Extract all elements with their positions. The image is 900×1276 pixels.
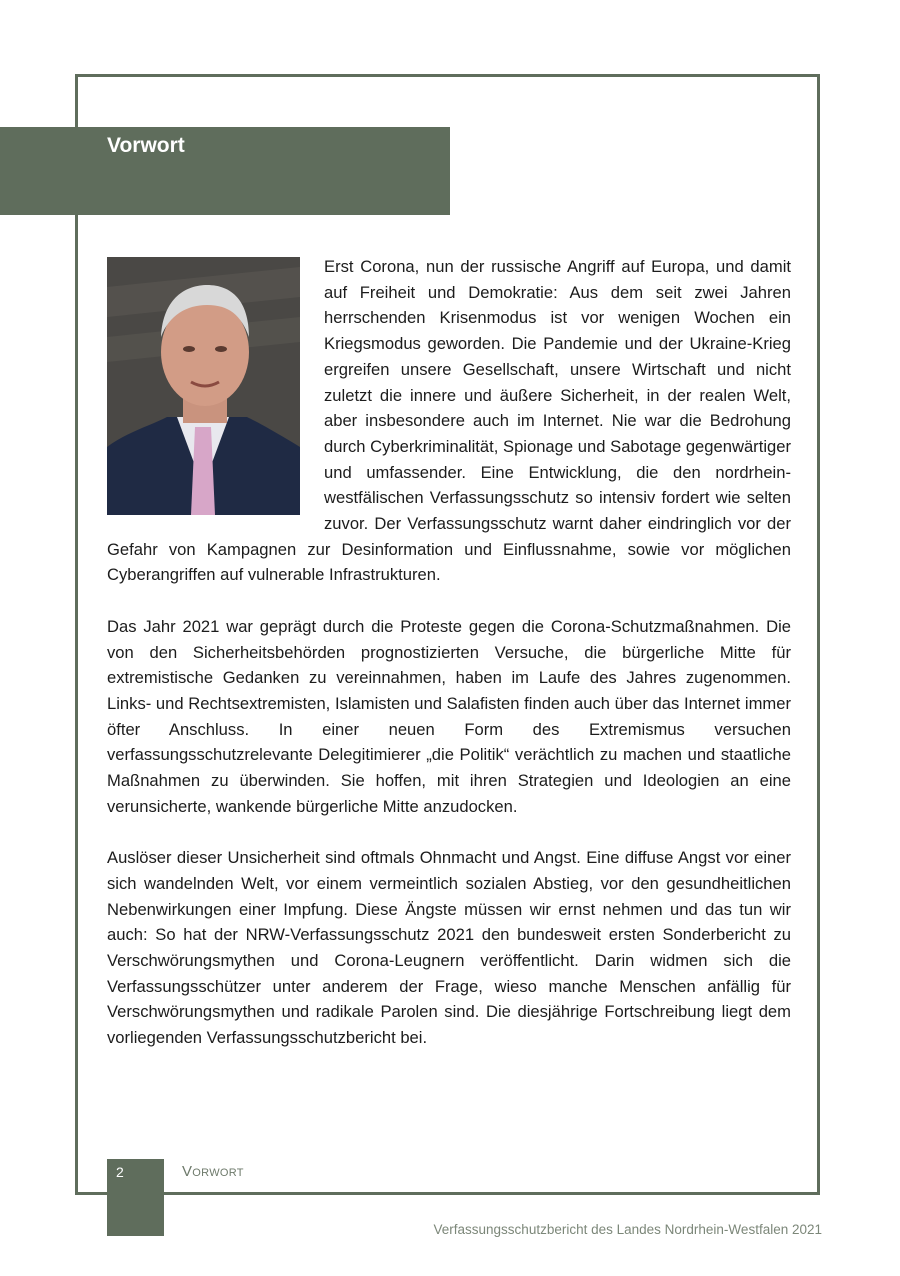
- footer-section-label: Vorwort: [182, 1163, 244, 1180]
- portrait-illustration: [107, 257, 300, 515]
- page-title: Vorwort: [107, 134, 185, 157]
- title-band: [0, 127, 450, 215]
- portrait-photo: [107, 257, 300, 515]
- paragraph-3: Auslöser dieser Unsicherheit sind oftmals Ohnmacht und Angst. Eine diffuse Angst vor einer sich wandelnden Welt, vor einem vermeintlich sozialen Abstieg, vor den gesundheitlichen Nebenwirkungen einer Impfung. Diese Ängste müssen wir ernst nehmen und das tun wir auch: So hat der NRW-Verfassungsschutz 2021 den bundesweit ersten Sonderbericht zu Verschwörungsmythen und Corona-Leugnern veröffentlicht. Darin widmen sich die Verfassungsschützer unter anderem der Frage, wieso manche Menschen anfällig für Verschwörungsmythen und radikale Parolen sind. Die diesjährige Fortschreibung liegt dem vorliegenden Verfassungsschutzbericht bei.: [107, 848, 791, 1048]
- paragraph-1: Erst Corona, nun der russische Angriff auf Europa, und damit auf Freiheit und Demokratie: Aus dem seit zwei Jahren herrschenden Krisenmodus ist vor wenigen Wochen ein Kriegsmodus geworden. Die Pandemie und der Ukraine-Krieg ergreifen unsere Gesellschaft, unsere Wirtschaft und nicht zuletzt die innere und äußere Sicherheit, in der realen Welt, aber insbesondere auch im Internet. Nie war die Bedrohung durch Cyberkriminalität, Spionage und Sabotage gegenwärtiger und umfassender. Eine Entwicklung, die den nordrhein-westfälischen Verfassungsschutz so intensiv fordert wie selten zuvor. Der Verfassungsschutz warnt daher eindringlich vor der Gefahr von Kampagnen zur Desinformation und Einflussnahme, sowie vor möglichen Cyberangriffen auf vulnerable Infrastrukturen.: [107, 257, 791, 585]
- page-number: 2: [116, 1164, 124, 1180]
- paragraph-2: Das Jahr 2021 war geprägt durch die Proteste gegen die Corona-Schutzmaßnahmen. Die von den Sicherheitsbehörden prognostizierten Versuche, die bürgerliche Mitte für extremistische Gedanken zu vereinnahmen, haben im Laufe des Jahres zugenommen. Links- und Rechtsextremisten, Islamisten und Salafisten finden auch über das Internet immer öfter Anschluss. In einer neuen Form des Extremismus versuchen verfassungsschutzrelevante Delegitimierer „die Politik“ verächtlich zu machen und staatliche Maßnahmen zu überwinden. Sie hoffen, mit ihren Strategien und Ideologien an eine verunsicherte, wankende bürgerliche Mitte anzudocken.: [107, 616, 791, 816]
- footer-document-title: Verfassungsschutzbericht des Landes Nordrhein-Westfalen 2021: [433, 1222, 822, 1237]
- body-text: [107, 254, 791, 1076]
